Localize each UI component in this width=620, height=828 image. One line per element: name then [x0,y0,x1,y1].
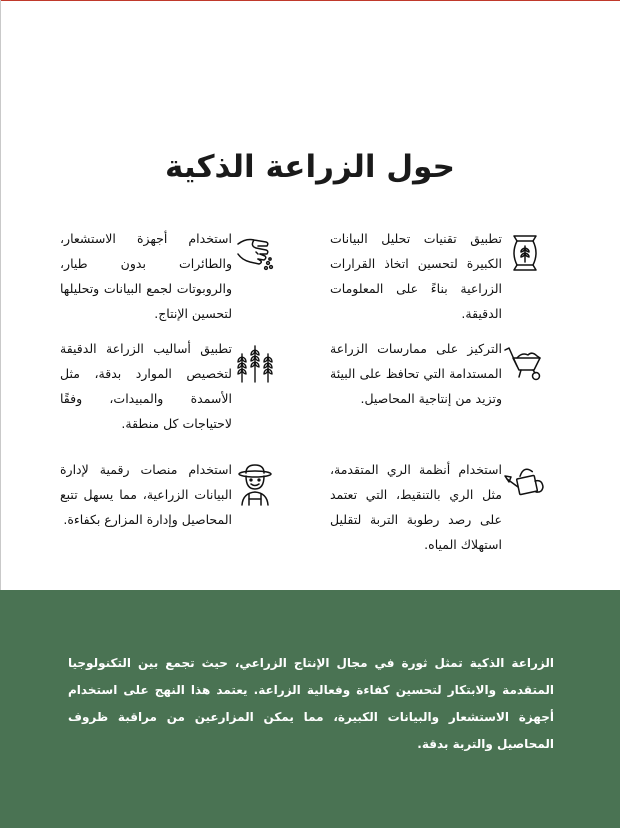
feature-item-irrigation [330,457,574,557]
feature-item-precision [60,336,304,436]
farmer-icon [232,461,278,507]
feature-item-sensors [60,226,304,326]
left-border-line [0,0,1,590]
feature-item-sustainability [330,336,574,411]
feature-item-big-data [330,226,574,326]
top-border-line [0,0,620,1]
footer-paragraph: الزراعة الذكية تمثل ثورة في مجال الإنتاج الزراعي، حيث تجمع بين التكنولوجيا المتقدمة والابتكار لتحسين كفاءة وفعالية الزراعة. يعتمد هذا النهج على استخدام أجهزة الاستشعار والبيانات الكبيرة، مما يمكن المزارعين من مراقبة ظروف المحاصيل والتربة بدقة. [68,656,554,751]
feature-text: تطبيق أساليب الزراعة الدقيقة لتخصيص الموارد بدقة، مثل الأسمدة والمبيدات، وفقًا لاحتياجات كل منطقة. [60,341,232,431]
wheelbarrow-icon [502,340,548,386]
page-title: حول الزراعة الذكية [165,148,455,185]
feature-text: تطبيق تقنيات تحليل البيانات الكبيرة لتحسين اتخاذ القرارات الزراعية بناءً على المعلومات الدقيقة. [330,231,502,321]
feature-text: استخدام منصات رقمية لإدارة البيانات الزراعية، مما يسهل تتبع المحاصيل وإدارة المزارع بكفاءة. [60,462,232,527]
wheat-icon [232,340,278,386]
watering-can-icon [502,461,548,507]
grain-sack-icon [502,230,548,276]
hand-sensor-icon [232,230,278,276]
feature-item-digital-platforms [60,457,304,532]
feature-text: استخدام أجهزة الاستشعار، والطائرات بدون طيار، والروبوتات لجمع البيانات وتحليلها لتحسين الإنتاج. [60,231,232,321]
footer-band [0,590,620,828]
feature-text: التركيز على ممارسات الزراعة المستدامة التي تحافظ على البيئة وتزيد من إنتاجية المحاصيل. [330,341,502,406]
feature-text: استخدام أنظمة الري المتقدمة، مثل الري بالتنقيط، التي تعتمد على رصد رطوبة التربة لتقليل استهلاك المياه. [330,462,502,552]
